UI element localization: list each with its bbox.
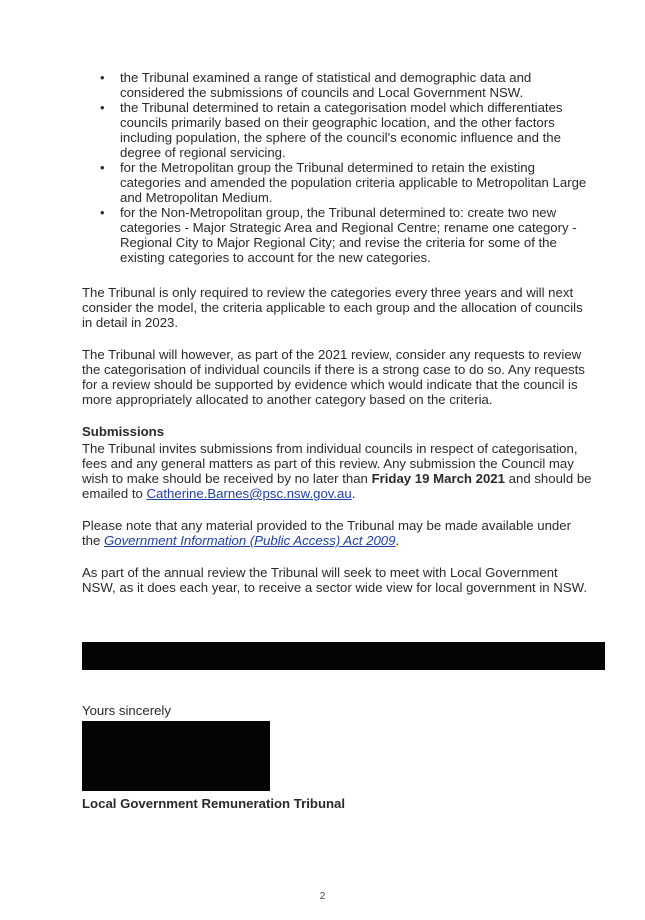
- list-item: [82, 100, 592, 160]
- redacted-text-block: [82, 642, 605, 670]
- material-note-paragraph: [82, 518, 592, 548]
- page-number: 2: [319, 891, 326, 902]
- material-note-text: Please note that any material provided to the Tribunal may be made available under the: [82, 518, 571, 548]
- bullet-icon: •: [100, 205, 105, 220]
- submission-deadline: Friday 19 March 2021: [371, 471, 505, 486]
- list-item-text: the Tribunal examined a range of statistical and demographic data and considered the submissions of councils and Local Government NSW.: [120, 70, 532, 100]
- list-item: [82, 160, 592, 205]
- findings-list: [82, 70, 592, 265]
- submissions-end-punct: .: [351, 486, 356, 501]
- letter-body: [82, 70, 592, 612]
- material-note-end-punct: .: [395, 533, 400, 548]
- review-requests-paragraph: The Tribunal will however, as part of the 2021 review, consider any requests to review the categorisation of individual councils if there is a strong case to do so. Any requests for a review should be supported by evidence which would indicate that the council is more appropriately allocated to another category based on the criteria.: [82, 347, 585, 407]
- closing-salutation: Yours sincerely: [82, 703, 171, 718]
- annual-review-paragraph: As part of the annual review the Tribunal will seek to meet with Local Government NSW, as it does each year, to receive a sector wide view for local government in NSW.: [82, 565, 588, 595]
- review-cycle-paragraph: The Tribunal is only required to review the categories every three years and will next consider the model, the criteria applicable to each group and the allocation of councils in detail in 2023.: [82, 285, 583, 330]
- list-item-text: for the Metropolitan group the Tribunal determined to retain the existing categories and amended the population criteria applicable to Metropolitan Large and Metropolitan Medium.: [120, 160, 587, 205]
- redacted-signature: [82, 721, 270, 791]
- submissions-paragraph: [82, 441, 592, 501]
- list-item-text: for the Non-Metropolitan group, the Tribunal determined to: create two new categories - Major Strategic Area and Regional Centre; rename one category - Regional City to Major Regional City; and revise the criteria for some of the existing categories to account for the new categories.: [120, 205, 577, 265]
- list-item: [82, 70, 592, 100]
- bullet-icon: •: [100, 70, 105, 85]
- gipa-act-link[interactable]: Government Information (Public Access) Act 2009: [104, 533, 396, 548]
- organisation-name: Local Government Remuneration Tribunal: [82, 796, 346, 811]
- bullet-icon: •: [100, 100, 105, 115]
- submissions-heading: Submissions: [82, 424, 165, 439]
- list-item: [82, 205, 592, 265]
- email-link[interactable]: Catherine.Barnes@psc.nsw.gov.au: [146, 486, 352, 501]
- bullet-icon: •: [100, 160, 105, 175]
- submissions-text: The Tribunal invites submissions from individual councils in respect of categorisation, fees and any general matters as part of this review. Any submission the Council may wish to make should be received by no later than: [82, 441, 578, 486]
- list-item-text: the Tribunal determined to retain a categorisation model which differentiates councils primarily based on their geographic location, and the other factors including population, the sphere of the council's economic influence and the degree of regional servicing.: [120, 100, 563, 160]
- submissions-text-cont: and should be emailed to: [82, 471, 592, 501]
